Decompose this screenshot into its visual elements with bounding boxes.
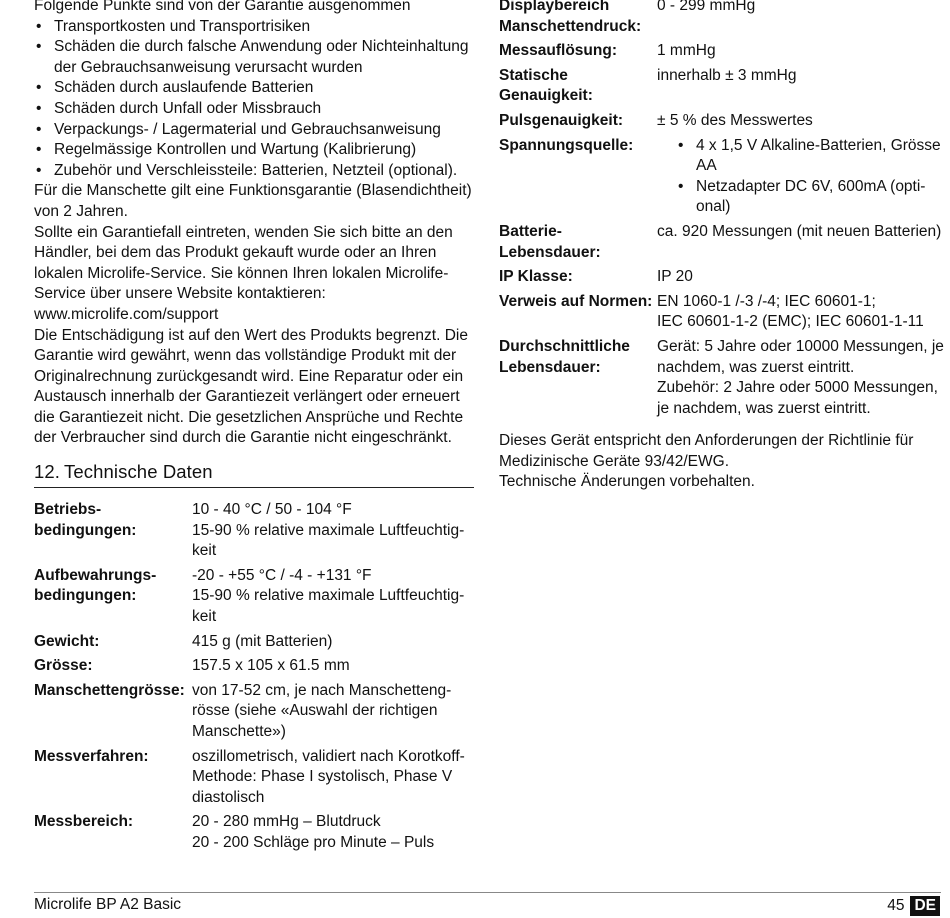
spec-value: EN 1060-1 /-3 /-4; IEC 60601-1; IEC 60601-1-2 (EMC); IEC 60601-1-11 [657,292,924,331]
spec-row [499,0,944,41]
right-column [499,0,944,493]
list-item: • Zubehör und Verschleissteile: Batterien, Netzteil (optional). [34,161,474,182]
spec-value [657,136,944,222]
warranty-intro: Folgende Punkte sind von der Garantie ausgenommen [34,0,411,14]
spec-value: ca. 920 Messungen (mit neuen Batterien) [657,222,942,240]
spec-value: 157.5 x 105 x 61.5 mm [192,657,350,675]
spec-value: 10 - 40 °C / 50 - 104 °F 15-90 % relative maximale Luftfeuchtig- keit [192,501,465,560]
support-url: www.microlife.com/support [34,305,219,323]
spec-value: innerhalb ± 3 mmHg [657,66,797,84]
compliance-text: Dieses Gerät entspricht den Anforderungen der Richtlinie für Medizinische Geräte 93/42/EWG. [499,432,914,470]
spec-label: Spannungsquelle: [499,136,634,154]
page-number: 45 [887,897,905,914]
spec-label: Durchschnittliche Lebensdauer: [499,337,630,376]
spec-label: Grösse: [34,657,93,675]
spec-row [499,267,944,292]
spec-row [499,292,944,337]
compensation-text: Die Entschädigung ist auf den Wert des Produkts begrenzt. Die Garantie wird gewährt, wenn das vollständige Produkt mit der Originalrechnung zurückgesandt wird. Eine Reparatur oder ein Austausch innerhalb der Garantiezeit verlängert oder erneuert die Garantiezeit nicht. Die gesetzlichen Ansprüche und Rechte der Verbraucher sind durch die Garantie nicht eingeschränkt. [34,326,468,447]
spec-value: ± 5 % des Messwertes [657,111,813,129]
section-title: Technische Daten [64,461,213,483]
spec-label: Gewicht: [34,632,100,650]
spec-value: IP 20 [657,268,693,286]
spec-row [34,681,465,747]
footer-page-info [887,896,940,916]
spec-label: Statische Genauigkeit: [499,66,593,105]
spec-row [499,41,944,66]
footer-product-name: Microlife BP A2 Basic [34,896,182,913]
service-text: Sollte ein Garantiefall eintreten, wenden Sie sich bitte an den Händler, bei dem das Produkt gekauft wurde oder an Ihren lokalen Microlife-Service. Sie können Ihren lokalen Microlife-Service über unsere Website kontaktieren: [34,223,453,303]
spec-label: Messverfahren: [34,747,149,765]
footer-divider [34,892,941,893]
spec-label: Pulsgenauigkeit: [499,111,624,129]
list-item: • Transportkosten und Transportrisiken [34,17,474,38]
spec-label: Batterie- Lebensdauer: [499,222,601,261]
list-item: • Schäden durch auslaufende Batterien [34,78,474,99]
spec-label: IP Klasse: [499,268,573,286]
technical-data-table-continued [499,0,944,423]
spec-row [34,812,465,857]
list-item: • Verpackungs- / Lagermaterial und Gebrauchsanweisung [34,120,474,141]
spec-label: Betriebs- bedingungen: [34,501,137,539]
left-column [34,0,474,858]
spec-value: von 17-52 cm, je nach Manschetteng- rösse (siehe «Auswahl der richtigen Manschette») [192,681,452,740]
spec-label: Messauflösung: [499,42,617,60]
spec-row [34,566,465,632]
changes-note: Technische Änderungen vorbehalten. [499,473,755,491]
list-item: • Netzadapter DC 6V, 600mA (opti- onal) [657,177,944,218]
spec-row [499,66,944,111]
spec-label: Verweis auf Normen: [499,292,653,310]
spec-value: 0 - 299 mmHg [657,0,756,14]
list-item: • 4 x 1,5 V Alkaline-Batterien, Grösse AA [657,136,944,177]
spec-value: 1 mmHg [657,42,716,60]
spec-row [34,632,465,657]
language-badge: DE [910,896,940,916]
spec-value: oszillometrisch, validiert nach Korotkoff- Methode: Phase I systolisch, Phase V diastolisch [192,747,465,806]
spec-label: Manschettengrösse: [34,681,185,699]
spec-label: Displaybereich Manschettendruck: [499,0,642,35]
cuff-warranty-text: Für die Manschette gilt eine Funktionsgarantie (Blasendichtheit) von 2 Jahren. [34,182,472,220]
power-source-list [657,136,944,218]
spec-row [499,337,944,423]
warranty-exclusions-list [34,17,474,182]
list-item: • Regelmässige Kontrollen und Wartung (Kalibrierung) [34,140,474,161]
spec-value: 20 - 280 mmHg – Blutdruck 20 - 200 Schläge pro Minute – Puls [192,813,435,851]
spec-value: 415 g (mit Batterien) [192,632,333,650]
technical-data-table [34,500,465,858]
list-item: • Schäden durch Unfall oder Missbrauch [34,99,474,120]
spec-row [499,222,944,267]
spec-row [499,111,944,136]
spec-label: Messbereich: [34,813,134,831]
spec-row [34,656,465,681]
spec-value: Gerät: 5 Jahre oder 10000 Messungen, je nachdem, was zuerst eintritt. Zubehör: 2 Jahre oder 5000 Messungen, je nachdem, was zuerst eintritt. [657,337,944,417]
spec-label: Aufbewahrungs- bedingungen: [34,566,157,605]
spec-row-power-source [499,136,944,222]
spec-value: -20 - +55 °C / -4 - +131 °F 15-90 % relative maximale Luftfeuchtig- keit [192,566,465,626]
spec-row [34,500,465,566]
section-number: 12. [34,461,61,483]
spec-row [34,747,465,813]
list-item: • Schäden die durch falsche Anwendung oder Nichteinhaltung der Gebrauchsanweisung verursacht wurden [34,37,474,78]
section-heading-technical-data [34,460,474,488]
